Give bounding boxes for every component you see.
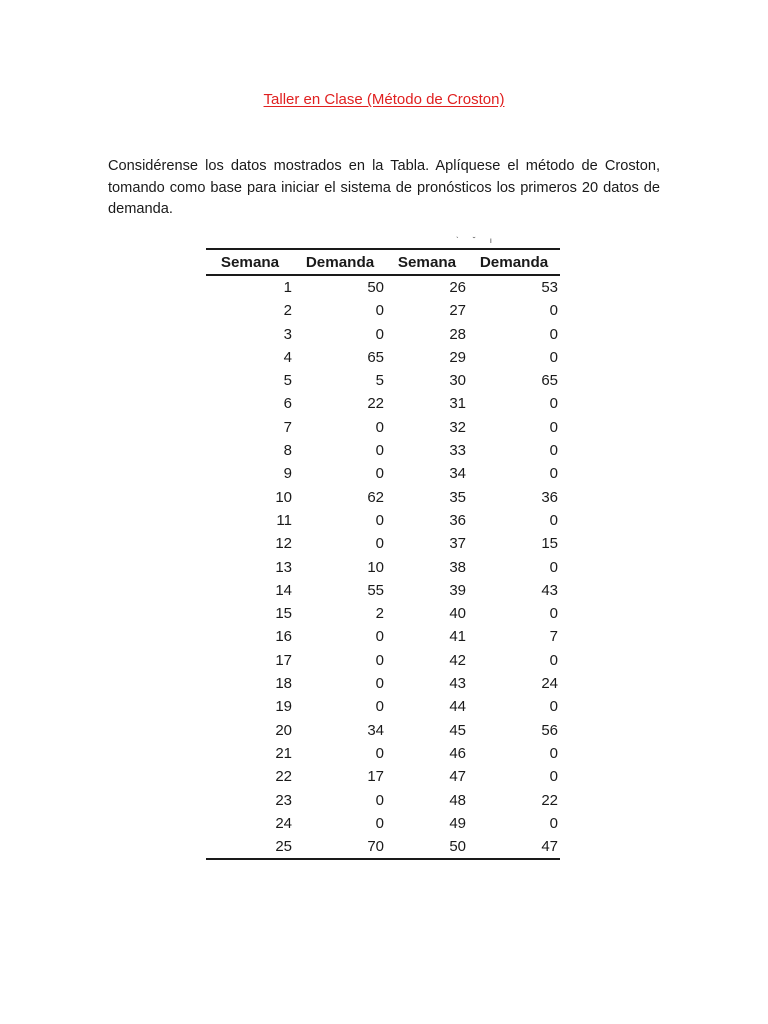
- header-semana-2: Semana: [397, 253, 457, 271]
- cell-demanda: 17: [367, 768, 384, 786]
- cell-demanda: 0: [549, 348, 558, 366]
- table-row: [206, 789, 560, 812]
- cell-semana: 1: [283, 279, 292, 296]
- cell-semana: 38: [449, 558, 466, 576]
- cell-demanda: 0: [549, 395, 558, 413]
- cell-semana: 29: [449, 348, 466, 366]
- table-row: [206, 649, 560, 672]
- cell-semana: 2: [283, 302, 292, 320]
- cell-demanda: 65: [367, 348, 384, 366]
- cell-semana: 8: [283, 442, 292, 460]
- cell-demanda: 0: [549, 814, 558, 832]
- cell-demanda: 22: [541, 791, 558, 809]
- cell-semana: 11: [276, 511, 292, 529]
- table-row: [206, 742, 560, 765]
- cell-semana: 41: [449, 628, 466, 646]
- cell-demanda: 10: [367, 558, 384, 576]
- header-semana-1: Semana: [220, 253, 280, 271]
- cell-semana: 3: [283, 325, 292, 343]
- cell-semana: 10: [275, 488, 292, 506]
- table-row: [206, 579, 560, 602]
- cell-demanda: 62: [367, 488, 384, 506]
- header-demanda-2: Demanda: [479, 253, 549, 271]
- scan-artifact: ` ˘ ı: [456, 236, 498, 245]
- cell-semana: 25: [206, 835, 294, 859]
- cell-demanda: 24: [541, 675, 558, 693]
- cell-demanda: 0: [375, 325, 384, 343]
- cell-demanda: 0: [549, 302, 558, 320]
- cell-demanda: 0: [375, 698, 384, 716]
- table-row: [206, 765, 560, 788]
- cell-demanda: 0: [549, 558, 558, 576]
- cell-semana: 39: [449, 581, 466, 599]
- cell-semana: 45: [449, 721, 466, 739]
- cell-demanda: 0: [375, 442, 384, 460]
- cell-semana: 49: [449, 814, 466, 832]
- table-row: [206, 672, 560, 695]
- cell-semana: 42: [449, 651, 466, 669]
- cell-demanda: 47: [468, 835, 560, 859]
- cell-demanda: 0: [549, 325, 558, 343]
- cell-demanda: 0: [549, 651, 558, 669]
- table-row: [206, 509, 560, 532]
- cell-demanda: 0: [375, 651, 384, 669]
- cell-semana: 35: [449, 488, 466, 506]
- cell-demanda: 0: [375, 511, 384, 529]
- header-demanda-1: Demanda: [305, 253, 375, 271]
- cell-semana: 7: [283, 418, 292, 436]
- page-title: Taller en Clase (Método de Croston): [263, 91, 505, 108]
- cell-demanda: 0: [549, 605, 558, 623]
- cell-demanda: 15: [541, 535, 558, 553]
- cell-semana: 22: [275, 768, 292, 786]
- table-row: [206, 835, 560, 859]
- cell-demanda: 2: [375, 605, 384, 623]
- table-row: [206, 532, 560, 555]
- cell-demanda: 34: [367, 721, 384, 739]
- cell-semana: 43: [449, 675, 466, 693]
- table-row: [206, 486, 560, 509]
- cell-demanda: 53: [541, 279, 558, 296]
- cell-semana: 14: [275, 581, 292, 599]
- table-row: [206, 719, 560, 742]
- cell-semana: 26: [449, 279, 466, 296]
- cell-semana: 44: [449, 698, 466, 716]
- cell-demanda: 0: [549, 744, 558, 762]
- cell-demanda: 50: [367, 279, 384, 296]
- cell-demanda: 0: [549, 465, 558, 483]
- cell-semana: 17: [275, 651, 292, 669]
- cell-semana: 18: [275, 675, 292, 693]
- cell-demanda: 0: [549, 418, 558, 436]
- cell-semana: 46: [449, 744, 466, 762]
- demand-table-container: [206, 248, 560, 860]
- table-row: [206, 346, 560, 369]
- cell-demanda: 0: [375, 302, 384, 320]
- cell-semana: 5: [283, 372, 292, 390]
- cell-demanda: 22: [367, 395, 384, 413]
- cell-semana: 6: [283, 395, 292, 413]
- cell-semana: 12: [275, 535, 292, 553]
- cell-semana: 36: [449, 511, 466, 529]
- cell-demanda: 70: [294, 835, 386, 859]
- cell-semana: 4: [283, 348, 292, 366]
- cell-semana: 16: [275, 628, 292, 646]
- cell-demanda: 0: [375, 465, 384, 483]
- cell-demanda: 0: [375, 744, 384, 762]
- cell-semana: 27: [449, 302, 466, 320]
- cell-semana: 24: [275, 814, 292, 832]
- cell-demanda: 65: [541, 372, 558, 390]
- cell-semana: 21: [275, 744, 292, 762]
- cell-demanda: 43: [541, 581, 558, 599]
- cell-semana: 50: [386, 835, 468, 859]
- cell-demanda: 7: [549, 628, 558, 646]
- cell-semana: 13: [275, 558, 292, 576]
- cell-semana: 9: [283, 465, 292, 483]
- table-row: [206, 439, 560, 462]
- cell-demanda: 0: [375, 814, 384, 832]
- cell-demanda: 0: [549, 698, 558, 716]
- table-row: [206, 602, 560, 625]
- cell-semana: 28: [449, 325, 466, 343]
- cell-semana: 23: [275, 791, 292, 809]
- cell-semana: 31: [449, 395, 466, 413]
- cell-demanda: 55: [367, 581, 384, 599]
- table-row: [206, 299, 560, 322]
- cell-demanda: 0: [375, 535, 384, 553]
- table-row: [206, 275, 560, 299]
- cell-semana: 32: [449, 418, 466, 436]
- table-row: [206, 323, 560, 346]
- cell-semana: 34: [449, 465, 466, 483]
- table-row: [206, 812, 560, 835]
- cell-semana: 40: [449, 605, 466, 623]
- cell-demanda: 0: [375, 418, 384, 436]
- table-row: [206, 392, 560, 415]
- cell-demanda: 0: [375, 628, 384, 646]
- cell-semana: 20: [275, 721, 292, 739]
- cell-semana: 47: [449, 768, 466, 786]
- cell-semana: 33: [449, 442, 466, 460]
- demand-table: [206, 248, 560, 860]
- cell-semana: 19: [275, 698, 292, 716]
- table-row: [206, 695, 560, 718]
- cell-demanda: 0: [549, 442, 558, 460]
- cell-semana: 37: [449, 535, 466, 553]
- cell-demanda: 56: [541, 721, 558, 739]
- cell-semana: 30: [449, 372, 466, 390]
- cell-demanda: 0: [375, 791, 384, 809]
- cell-demanda: 0: [375, 675, 384, 693]
- cell-demanda: 0: [549, 768, 558, 786]
- cell-semana: 48: [449, 791, 466, 809]
- cell-demanda: 0: [549, 511, 558, 529]
- table-row: [206, 462, 560, 485]
- table-header-row: [206, 249, 560, 275]
- table-row: [206, 625, 560, 648]
- cell-demanda: 5: [375, 372, 384, 390]
- cell-demanda: 36: [541, 488, 558, 506]
- cell-semana: 15: [275, 605, 292, 623]
- table-row: [206, 556, 560, 579]
- intro-paragraph: Considérense los datos mostrados en la Tabla. Aplíquese el método de Croston, tomando como base para iniciar el sistema de pronósticos los primeros 20 datos de demanda.: [108, 158, 660, 217]
- table-row: [206, 369, 560, 392]
- table-row: [206, 416, 560, 439]
- table-body: [206, 275, 560, 859]
